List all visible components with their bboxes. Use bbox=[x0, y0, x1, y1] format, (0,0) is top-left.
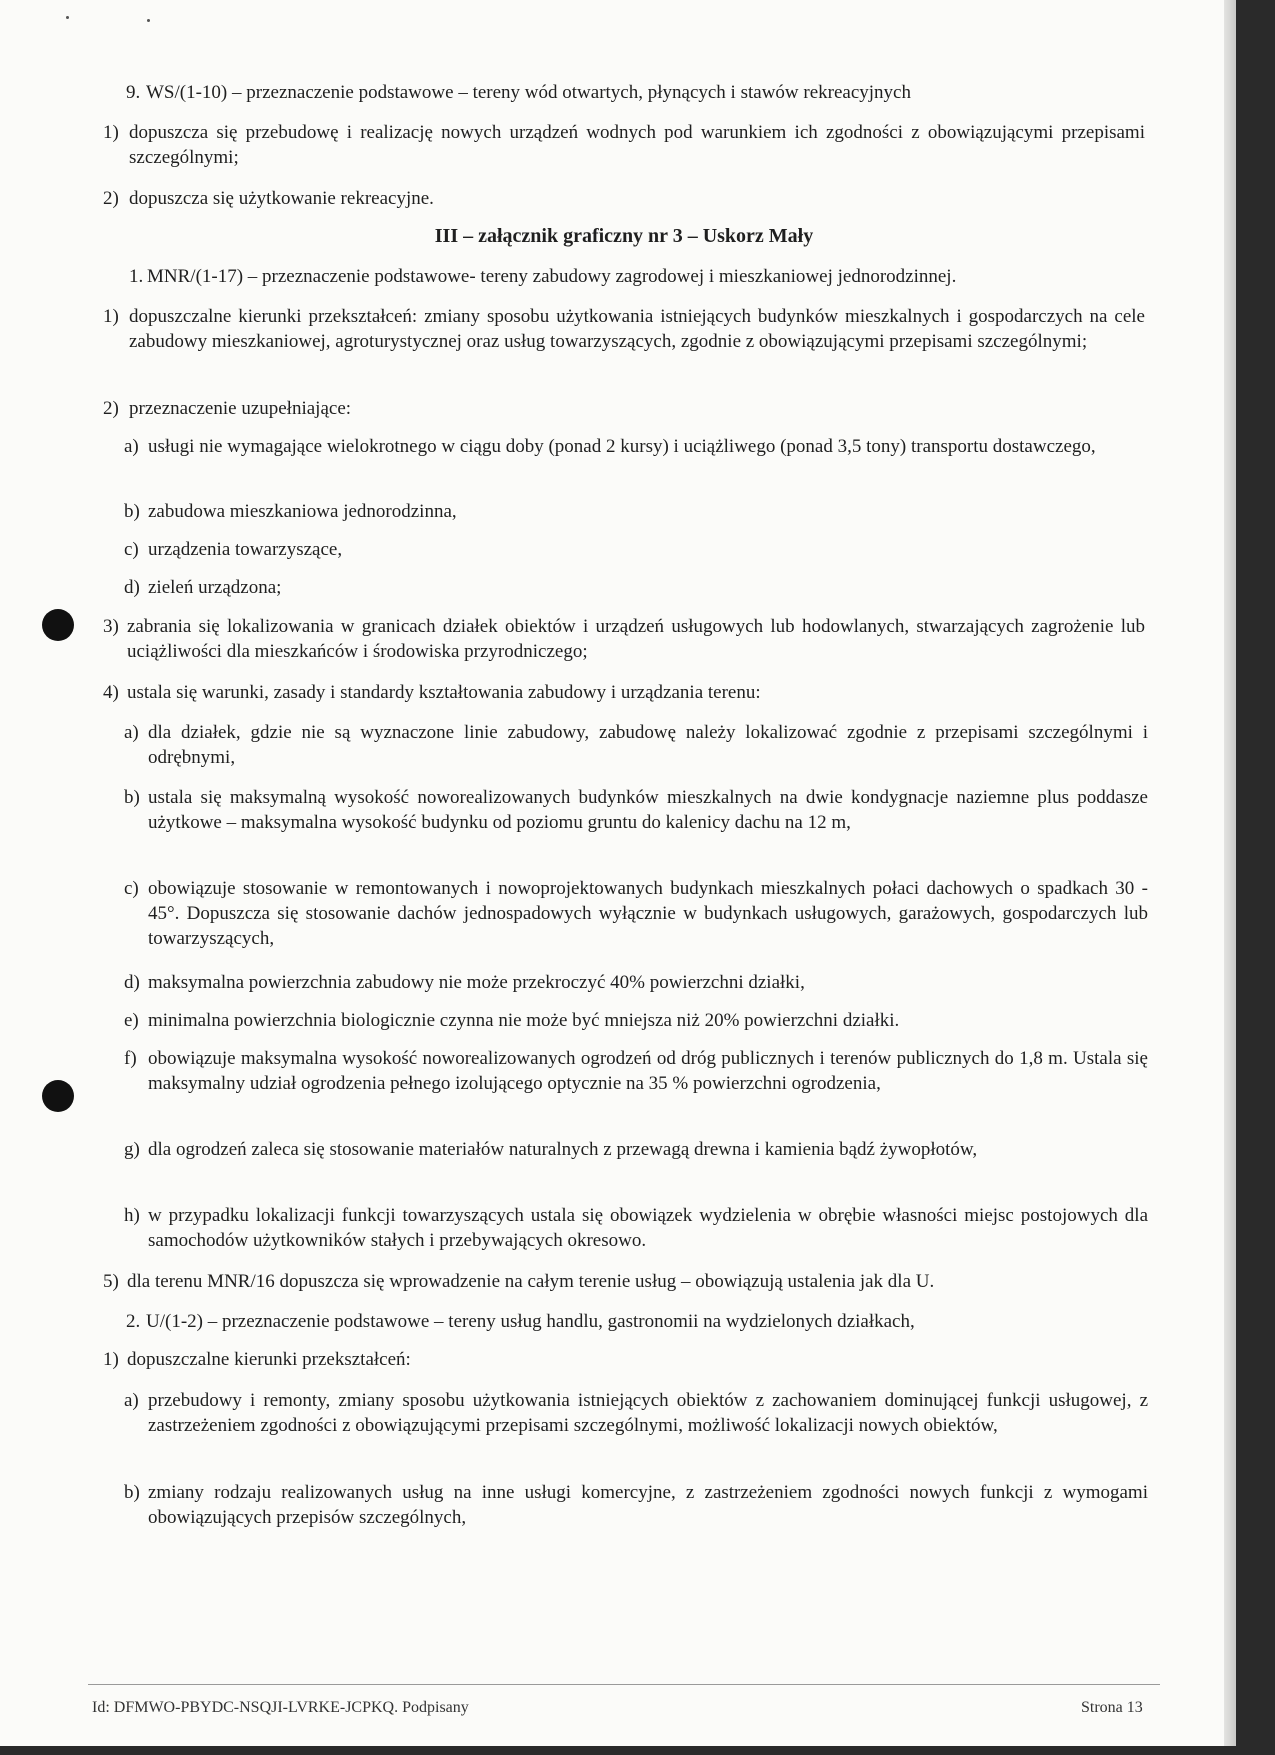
item-letter: h) bbox=[124, 1205, 140, 1226]
item-text: dopuszcza się przebudowę i realizację nowych urządzeń wodnych pod warunkiem ich zgodności z obowiązującymi przepisami szczególnymi; bbox=[129, 122, 1145, 168]
item-text: minimalna powierzchnia biologicznie czynna nie może być mniejsza niż 20% powierzchni działki. bbox=[148, 1010, 900, 1031]
section-mnr-title bbox=[129, 264, 1147, 289]
paragraph-number: 1. bbox=[129, 266, 144, 287]
item-text: obowiązuje stosowanie w remontowanych i nowoprojektowanych budynkach mieszkalnych połaci dachowych o spadkach 30 - 45°. Dopuszcza się stosowanie dachów jednospadowych wyłącznie w budynkach usługowych, garażowych, gospodarczych lub towarzyszących, bbox=[148, 878, 1148, 949]
paragraph-number: 2. bbox=[126, 1311, 141, 1332]
item-text: urządzenia towarzyszące, bbox=[148, 539, 343, 560]
item-number: 2) bbox=[103, 398, 119, 419]
item-number: 1) bbox=[103, 1349, 119, 1370]
sub-item bbox=[124, 1203, 1148, 1253]
item-text: zabrania się lokalizowania w granicach działek obiektów i urządzeń usługowych lub hodowlanych, stwarzających zagrożenie lub uciążliwości dla mieszkańców i środowiska przyrodniczego; bbox=[127, 616, 1145, 662]
sub-item bbox=[124, 720, 1148, 770]
item-text: przebudowy i remonty, zmiany sposobu użytkowania istniejących obiektów z zachowaniem dominującej funkcji usługowej, z zastrzeżeniem zgodności z obowiązującymi przepisami szczególnymi, możliwość lokalizacji nowych obiektów, bbox=[148, 1390, 1148, 1436]
item-text: dopuszczalne kierunki przekształceń: zmiany sposobu użytkowania istniejących budynków mieszkalnych i gospodarczych na cele zabudowy mieszkaniowej, agroturystycznej oraz usług towarzyszących, zgodnie z obowiązującymi przepisami szczególnymi; bbox=[129, 306, 1145, 352]
item-text: dla terenu MNR/16 dopuszcza się wprowadzenie na całym terenie usług – obowiązują ustalenia jak dla U. bbox=[127, 1271, 935, 1292]
item-text: usługi nie wymagające wielokrotnego w ciągu doby (ponad 2 kursy) i uciążliwego (ponad 3,5 tony) transportu dostawczego, bbox=[148, 436, 1096, 457]
item-text: zieleń urządzona; bbox=[148, 577, 282, 598]
item-number: 5) bbox=[103, 1271, 119, 1292]
list-item bbox=[103, 304, 1145, 354]
item-letter: c) bbox=[124, 878, 139, 899]
item-letter: a) bbox=[124, 436, 139, 457]
item-number: 2) bbox=[103, 188, 119, 209]
sub-item bbox=[124, 537, 1148, 562]
item-number: 1) bbox=[103, 306, 119, 327]
sub-item bbox=[124, 876, 1148, 951]
paragraph-text: WS/(1-10) – przeznaczenie podstawowe – tereny wód otwartych, płynących i stawów rekreacyjnych bbox=[146, 82, 911, 103]
item-text: ustala się warunki, zasady i standardy kształtowania zabudowy i urządzania terenu: bbox=[127, 682, 761, 703]
item-letter: a) bbox=[124, 1390, 139, 1411]
sub-item bbox=[124, 1137, 1148, 1162]
sub-item bbox=[124, 1480, 1148, 1530]
item-text: dopuszcza się użytkowanie rekreacyjne. bbox=[129, 188, 434, 209]
item-text: ustala się maksymalną wysokość noworealizowanych budynków mieszkalnych na dwie kondygnacje naziemne plus poddasze użytkowe – maksymalna wysokość budynku od poziomu gruntu do kalenicy dachu na 12 m, bbox=[148, 787, 1148, 833]
item-text: dla ogrodzeń zaleca się stosowanie materiałów naturalnych z przewagą drewna i kamienia bądź żywopłotów, bbox=[148, 1139, 978, 1160]
footer-divider bbox=[88, 1684, 1160, 1685]
list-item bbox=[103, 680, 1145, 705]
item-text: dopuszczalne kierunki przekształceń: bbox=[127, 1349, 411, 1370]
list-item bbox=[103, 120, 1145, 170]
list-item bbox=[103, 1347, 1145, 1372]
section-ws-title bbox=[126, 80, 1096, 105]
item-letter: d) bbox=[124, 972, 140, 993]
sub-item bbox=[124, 499, 1148, 524]
item-number: 4) bbox=[103, 682, 119, 703]
section-u-title bbox=[126, 1309, 1146, 1334]
page-number: Strona 13 bbox=[1081, 1699, 1143, 1716]
paragraph-text: MNR/(1-17) – przeznaczenie podstawowe- tereny zabudowy zagrodowej i mieszkaniowej jednorodzinnej. bbox=[147, 266, 957, 287]
list-item bbox=[103, 1269, 1145, 1294]
item-text: obowiązuje maksymalna wysokość noworealizowanych ogrodzeń od dróg publicznych i terenów publicznych do 1,8 m. Ustala się maksymalny udział ogrodzenia pełnego izolującego optycznie na 35 % powierzchni ogrodzenia, bbox=[148, 1048, 1148, 1094]
paragraph-number: 9. bbox=[126, 82, 141, 103]
sub-item bbox=[124, 785, 1148, 835]
heading-text: III – załącznik graficzny nr 3 – Uskorz Mały bbox=[434, 225, 814, 247]
item-text: dla działek, gdzie nie są wyznaczone linie zabudowy, zabudowę należy lokalizować zgodnie z przepisami szczególnymi i odrębnymi, bbox=[148, 722, 1148, 768]
item-letter: g) bbox=[124, 1139, 140, 1160]
sub-item bbox=[124, 1388, 1148, 1438]
item-letter: d) bbox=[124, 577, 140, 598]
list-item bbox=[103, 186, 1145, 211]
sub-item bbox=[124, 575, 1148, 600]
paragraph-text: U/(1-2) – przeznaczenie podstawowe – tereny usług handlu, gastronomii na wydzielonych działkach, bbox=[146, 1311, 915, 1332]
item-text: zabudowa mieszkaniowa jednorodzinna, bbox=[148, 501, 457, 522]
item-letter: b) bbox=[124, 501, 140, 522]
document-id: Id: DFMWO-PBYDC-NSQJI-LVRKE-JCPKQ. Podpisany bbox=[92, 1699, 469, 1716]
sub-item bbox=[124, 970, 1148, 995]
item-number: 1) bbox=[103, 122, 119, 143]
sub-item bbox=[124, 1046, 1148, 1096]
section-heading bbox=[103, 224, 1145, 249]
list-item bbox=[103, 396, 1145, 421]
item-text: przeznaczenie uzupełniające: bbox=[129, 398, 352, 419]
item-letter: a) bbox=[124, 722, 139, 743]
sub-item bbox=[124, 434, 1148, 459]
item-letter: c) bbox=[124, 539, 139, 560]
item-letter: e) bbox=[124, 1010, 139, 1031]
list-item bbox=[103, 614, 1145, 664]
item-text: maksymalna powierzchnia zabudowy nie może przekroczyć 40% powierzchni działki, bbox=[148, 972, 805, 993]
item-text: w przypadku lokalizacji funkcji towarzyszących ustala się obowiązek wydzielenia w obrębie własności miejsc postojowych dla samochodów użytkowników stałych i przebywających okresowo. bbox=[148, 1205, 1148, 1251]
item-number: 3) bbox=[103, 616, 119, 637]
item-letter: f) bbox=[124, 1048, 137, 1069]
item-text: zmiany rodzaju realizowanych usług na inne usługi komercyjne, z zastrzeżeniem zgodności nowych funkcji z wymogami obowiązujących przepisów szczególnych, bbox=[148, 1482, 1148, 1528]
item-letter: b) bbox=[124, 787, 140, 808]
sub-item bbox=[124, 1008, 1148, 1033]
item-letter: b) bbox=[124, 1482, 140, 1503]
